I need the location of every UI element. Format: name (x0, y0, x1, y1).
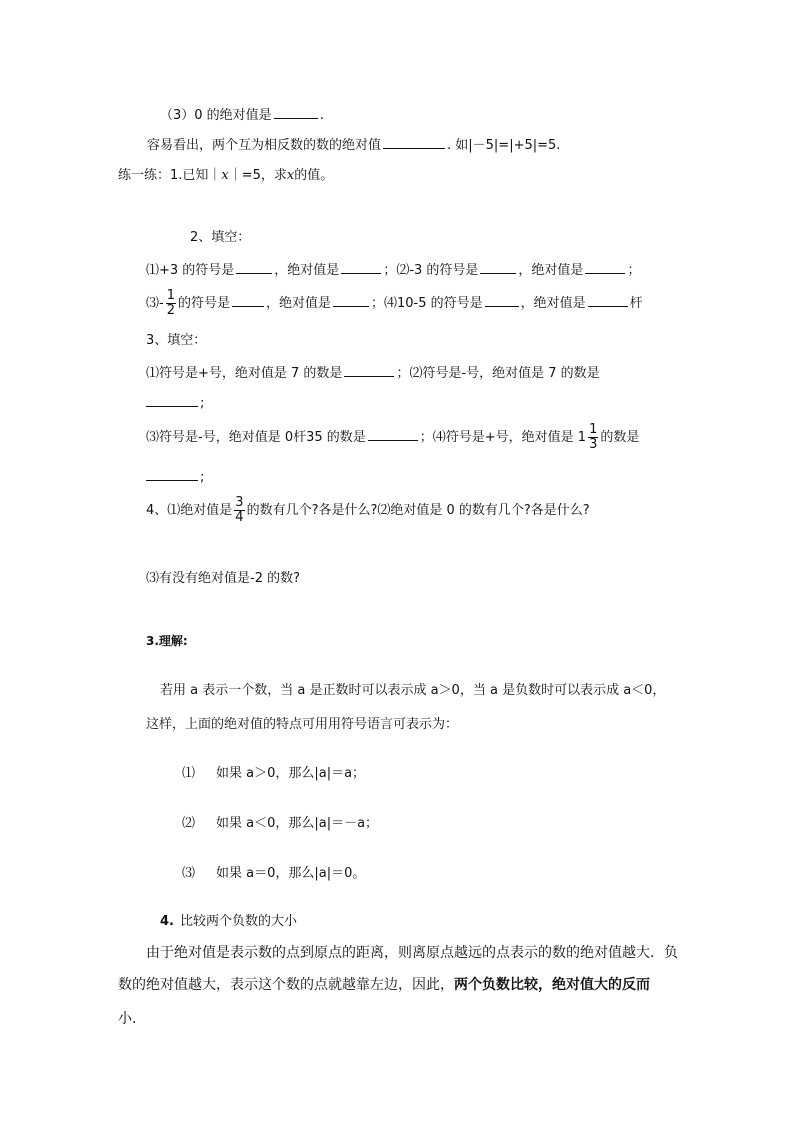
text: ； (627, 263, 641, 278)
denominator: 3 (589, 437, 598, 452)
conclusion-text: 两个负数比较，绝对值大的反而 (454, 977, 650, 993)
text: ⑴+3 的符号是 (146, 263, 235, 278)
line-fill-2-row1 (146, 260, 640, 280)
text: 容易看出，两个互为相反数的数的绝对值 (147, 138, 382, 153)
answer-blank[interactable] (236, 260, 272, 274)
text: 若用 a 表示一个数，当 a 是正数时可以表示成 a＞0，当 a 是负数时可以表示成 a＜0， (160, 683, 666, 698)
text: 如果 a＜0，那么|a|＝－a； (216, 816, 379, 831)
text: 的值。 (294, 168, 334, 183)
section-number: 4. (160, 914, 174, 929)
case-number: ⑴ (182, 766, 196, 781)
text: ; (200, 470, 205, 485)
text: ⑶符号是-号，绝对值是 0杆35 的数是 (146, 430, 366, 445)
fraction (166, 289, 176, 318)
line-question-4 (146, 494, 590, 528)
answer-blank[interactable] (333, 293, 369, 307)
text: 数的绝对值越大，表示这个数的点就越靠左边，因此， (118, 977, 454, 993)
text: . 如|－5|=|+5|=5. (447, 138, 561, 153)
answer-blank[interactable] (480, 260, 516, 274)
answer-blank[interactable] (383, 135, 445, 149)
line-fill-3-row2 (146, 393, 204, 413)
text: ⑶有没有绝对值是-2 的数? (146, 571, 300, 586)
line-practice-1 (118, 167, 333, 185)
para-understanding-2 (146, 716, 458, 734)
numerator: 1 (589, 422, 598, 437)
line-fill-heading-2 (190, 229, 250, 247)
case-number: ⑵ (182, 816, 196, 831)
text: 比较两个负数的大小 (179, 914, 297, 929)
text: 3.理解: (146, 634, 188, 648)
section-understanding-heading (146, 632, 188, 650)
line-question-4-3 (146, 570, 300, 588)
text: 这样，上面的绝对值的特点可用用符号语言可表示为： (146, 717, 459, 732)
numerator: 3 (235, 495, 244, 510)
line-fill-3-row1 (146, 363, 600, 383)
line-fill-heading-3 (146, 332, 206, 350)
text: ；⑵符号是-号，绝对值是 7 的数是 (396, 366, 600, 381)
text: 3、填空： (146, 333, 207, 348)
text: 如果 a＝0，那么|a|＝0。 (216, 866, 366, 881)
para-compare-3 (118, 1010, 136, 1028)
fraction (588, 423, 598, 452)
text: ; (200, 396, 205, 411)
fraction (234, 496, 244, 525)
case-negative (182, 815, 378, 833)
text: （3）0 的绝对值是 (160, 108, 272, 123)
text: 的数是 (600, 430, 640, 445)
line-zero-absolute (160, 105, 324, 125)
text: 练一练：1.已知｜ (118, 168, 222, 183)
text: ；⑷10-5 的符号是 (371, 296, 483, 311)
para-understanding-1 (160, 682, 665, 700)
text: ；⑵-3 的符号是 (383, 263, 479, 278)
case-positive (182, 765, 365, 783)
variable-x: x (286, 168, 295, 183)
text: 杆 (629, 296, 643, 311)
answer-blank[interactable] (146, 393, 198, 407)
answer-blank[interactable] (232, 293, 264, 307)
text: ，绝对值是 (520, 296, 586, 311)
line-opposite-numbers (147, 135, 560, 155)
text: ｜=5，求 (228, 168, 287, 183)
text: ；⑷符号是+号，绝对值是 1 (419, 430, 587, 445)
text: 2、填空： (190, 230, 251, 245)
denominator: 2 (166, 303, 175, 318)
text: 4、⑴绝对值是 (146, 503, 233, 518)
text: ⑴符号是+号，绝对值是 7 的数是 (146, 366, 343, 381)
case-number: ⑶ (182, 866, 196, 881)
numerator: 1 (166, 288, 175, 303)
answer-blank[interactable] (274, 105, 318, 119)
para-compare-2 (118, 976, 650, 994)
text: ，绝对值是 (274, 263, 340, 278)
text: 由于绝对值是表示数的点到原点的距离，则离原点越远的点表示的数的绝对值越大．负 (146, 945, 678, 961)
text: ⑶- (146, 296, 164, 311)
answer-blank[interactable] (368, 427, 418, 441)
variable-x: x (221, 168, 229, 183)
answer-blank[interactable] (485, 293, 519, 307)
text: 如果 a＞0，那么|a|＝a； (216, 766, 366, 781)
text: ，绝对值是 (266, 296, 332, 311)
answer-blank[interactable] (341, 260, 381, 274)
denominator: 4 (235, 510, 244, 525)
text: 的符号是 (177, 296, 230, 311)
text: . (319, 108, 324, 123)
text: ，绝对值是 (518, 263, 584, 278)
line-fill-3-row3 (146, 421, 639, 455)
line-fill-3-row4 (146, 467, 204, 487)
answer-blank[interactable] (588, 293, 628, 307)
para-compare-1 (146, 944, 678, 962)
text: 小. (118, 1011, 137, 1027)
section-compare-heading (160, 913, 297, 931)
answer-blank[interactable] (344, 363, 394, 377)
text: 的数有几个?各是什么?⑵绝对值是 0 的数有几个?各是什么? (246, 503, 590, 518)
case-zero (182, 865, 365, 883)
answer-blank[interactable] (146, 467, 198, 481)
line-fill-2-row2 (146, 287, 643, 321)
answer-blank[interactable] (585, 260, 625, 274)
